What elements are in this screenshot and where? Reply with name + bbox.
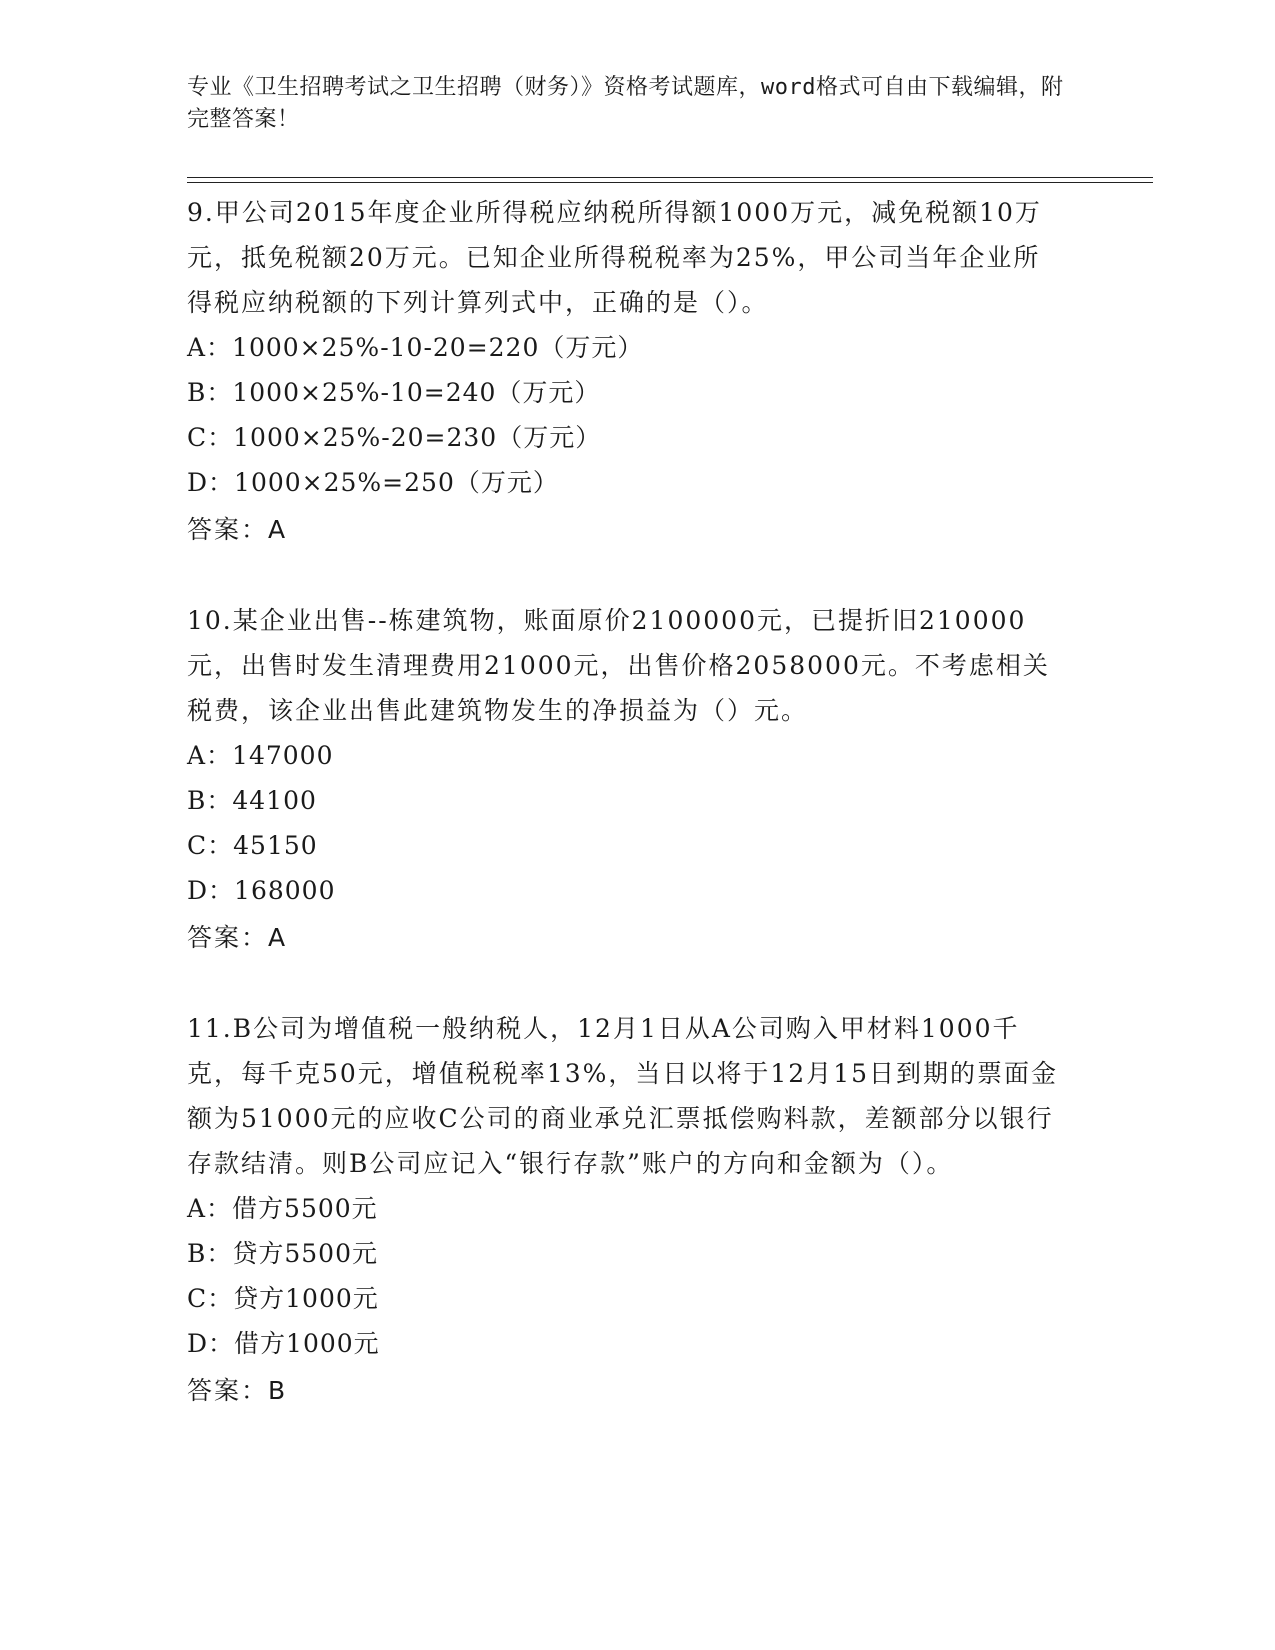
option-b: B：贷方5500元 xyxy=(187,1239,378,1268)
option-a: A：1000×25%-10-20=220（万元） xyxy=(187,333,644,362)
answer: 答案：B xyxy=(187,1376,288,1405)
option-c: C：45150 xyxy=(187,831,318,860)
document-header: 专业《卫生招聘考试之卫生招聘（财务）》资格考试题库，word格式可自由下载编辑，附完整答案！ xyxy=(187,75,1064,132)
question-11 xyxy=(187,1006,1067,1413)
option-d: D：借方1000元 xyxy=(187,1329,380,1358)
option-d: D：168000 xyxy=(187,876,336,905)
question-stem: 11.B公司为增值税一般纳税人，12月1日从A公司购入甲材料1000千克，每千克50元，增值税税率13%，当日以将于12月15日到期的票面金额为51000元的应收C公司的商业承兑汇票抵偿购料款，差额部分以银行存款结清。则B公司应记入“银行存款”账户的方向和金额为（）。 xyxy=(187,1014,1059,1178)
question-stem: 10.某企业出售--栋建筑物，账面原价2100000元，已提折旧210000元，出售时发生清理费用21000元，出售价格2058000元。不考虑相关税费，该企业出售此建筑物发生的净损益为（）元。 xyxy=(187,606,1050,725)
header-divider-bottom xyxy=(187,182,1153,183)
question-10 xyxy=(187,598,1067,960)
option-d: D：1000×25%=250（万元） xyxy=(187,468,559,497)
question-stem: 9.甲公司2015年度企业所得税应纳税所得额1000万元，减免税额10万元，抵免税额20万元。已知企业所得税税率为25%，甲公司当年企业所得税应纳税额的下列计算列式中，正确的是（）。 xyxy=(187,198,1042,317)
option-c: C：1000×25%-20=230（万元） xyxy=(187,423,602,452)
answer: 答案：A xyxy=(187,515,288,544)
header-divider-top xyxy=(187,177,1153,178)
option-b: B：44100 xyxy=(187,786,317,815)
option-c: C：贷方1000元 xyxy=(187,1284,379,1313)
option-a: A：借方5500元 xyxy=(187,1194,378,1223)
option-a: A：147000 xyxy=(187,741,334,770)
question-9 xyxy=(187,190,1067,552)
option-b: B：1000×25%-10=240（万元） xyxy=(187,378,601,407)
answer: 答案：A xyxy=(187,923,288,952)
